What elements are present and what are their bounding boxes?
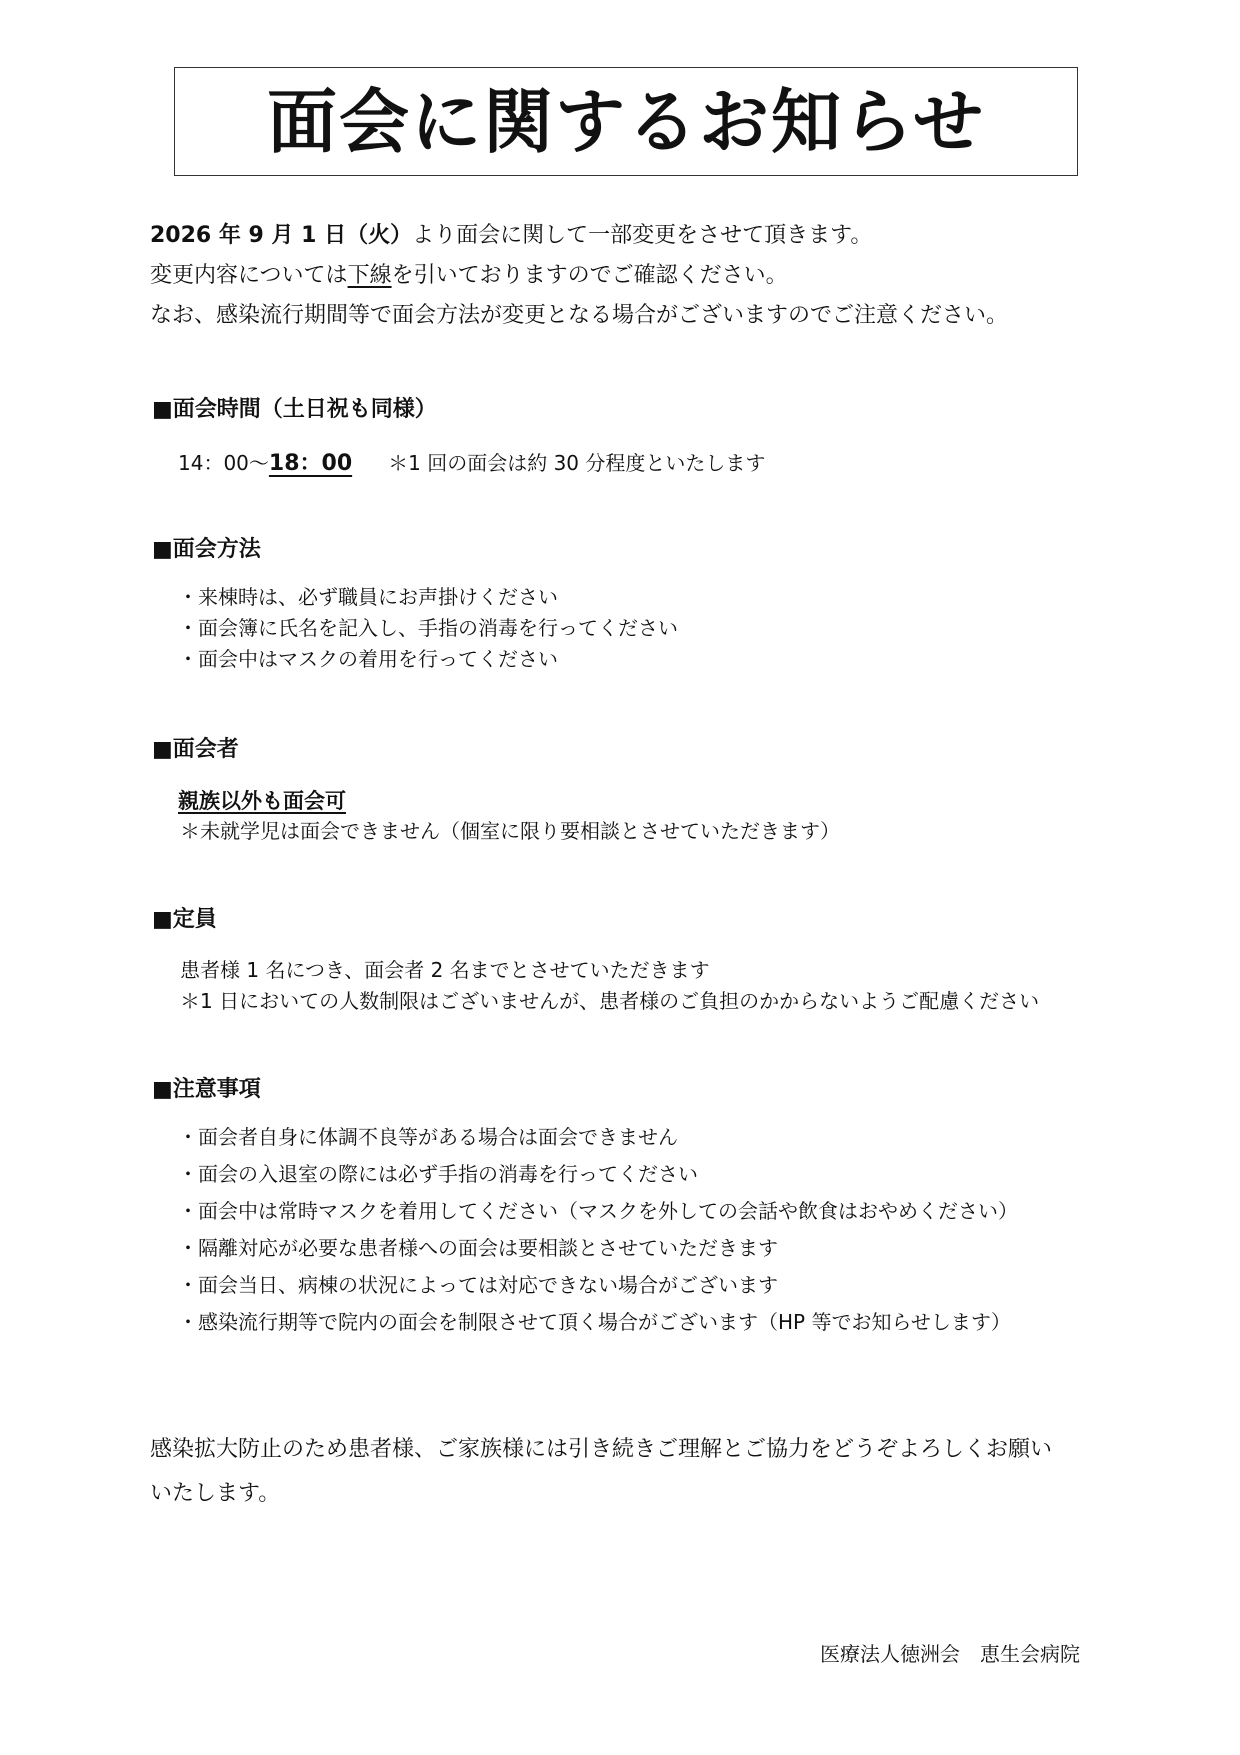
hours-line <box>178 446 765 477</box>
capacity-line-2: ＊1 日においての人数制限はございませんが、患者様のご負担のかからないようご配慮ください <box>180 989 1040 1013</box>
effective-date: 2026 年 9 月 1 日（火） <box>150 223 413 248</box>
list-item: ・ 面会当日、病棟の状況によっては対応できない場合がございます <box>178 1267 1018 1304</box>
closing-paragraph <box>150 1428 1052 1516</box>
intro-line-2 <box>150 256 1008 296</box>
hours-note: ＊1 回の面会は約 30 分程度といたします <box>388 451 766 475</box>
signature: 医療法人徳洲会 恵生会病院 <box>820 1642 1080 1666</box>
method-heading: ■面会方法 <box>152 537 261 562</box>
visitors-main: 親族以外も面会可 <box>178 789 346 813</box>
intro-paragraph <box>150 216 1008 336</box>
list-item: ・ 感染流行期等で院内の面会を制限させて頂く場合がございます（HP 等でお知らせします） <box>178 1304 1018 1341</box>
intro-line-2-post: を引いておりますのでご確認ください。 <box>391 263 788 288</box>
capacity-heading: ■定員 <box>152 907 217 932</box>
page-title: 面会に関するお知らせ <box>267 80 985 163</box>
notes-heading: ■注意事項 <box>152 1077 261 1102</box>
intro-line-3: なお、感染流行期間等で面会方法が変更となる場合がございますのでご注意ください。 <box>150 303 1009 328</box>
list-item: ・ 面会中はマスクの着用を行ってください <box>178 644 678 675</box>
capacity-line-1: 患者様 1 名につき、面会者 2 名までとさせていただきます <box>180 958 710 982</box>
hours-end: 18：00 <box>268 451 353 476</box>
hours-heading: ■面会時間（土日祝も同様） <box>152 397 437 422</box>
closing-line-2: いたします。 <box>150 1481 281 1506</box>
list-item: ・ 面会簿に氏名を記入し、手指の消毒を行ってください <box>178 613 678 644</box>
list-item: ・ 面会の入退室の際には必ず手指の消毒を行ってください <box>178 1156 1018 1193</box>
hours-start: 14：00～ <box>178 451 269 475</box>
intro-line-1-text: より面会に関して一部変更をさせて頂きます。 <box>412 223 873 248</box>
list-item: ・ 面会中は常時マスクを着用してください（マスクを外しての会話や飲食はおやめください） <box>178 1193 1018 1230</box>
closing-line-1: 感染拡大防止のため患者様、ご家族様には引き続きご理解とご協力をどうぞよろしくお願い <box>150 1437 1053 1462</box>
list-item: ・ 隔離対応が必要な患者様への面会は要相談とさせていただきます <box>178 1230 1018 1267</box>
intro-line-2-pre: 変更内容については <box>150 263 348 288</box>
notes-list <box>178 1119 1018 1341</box>
visitors-note: ＊未就学児は面会できません（個室に限り要相談とさせていただきます） <box>180 819 840 843</box>
intro-line-1 <box>150 216 1008 256</box>
list-item: ・ 面会者自身に体調不良等がある場合は面会できません <box>178 1119 1018 1156</box>
visitors-heading: ■面会者 <box>152 737 239 762</box>
list-item: ・ 来棟時は、必ず職員にお声掛けください <box>178 582 678 613</box>
underline-word: 下線 <box>347 263 392 288</box>
method-list <box>178 582 678 675</box>
title-box <box>174 67 1078 176</box>
